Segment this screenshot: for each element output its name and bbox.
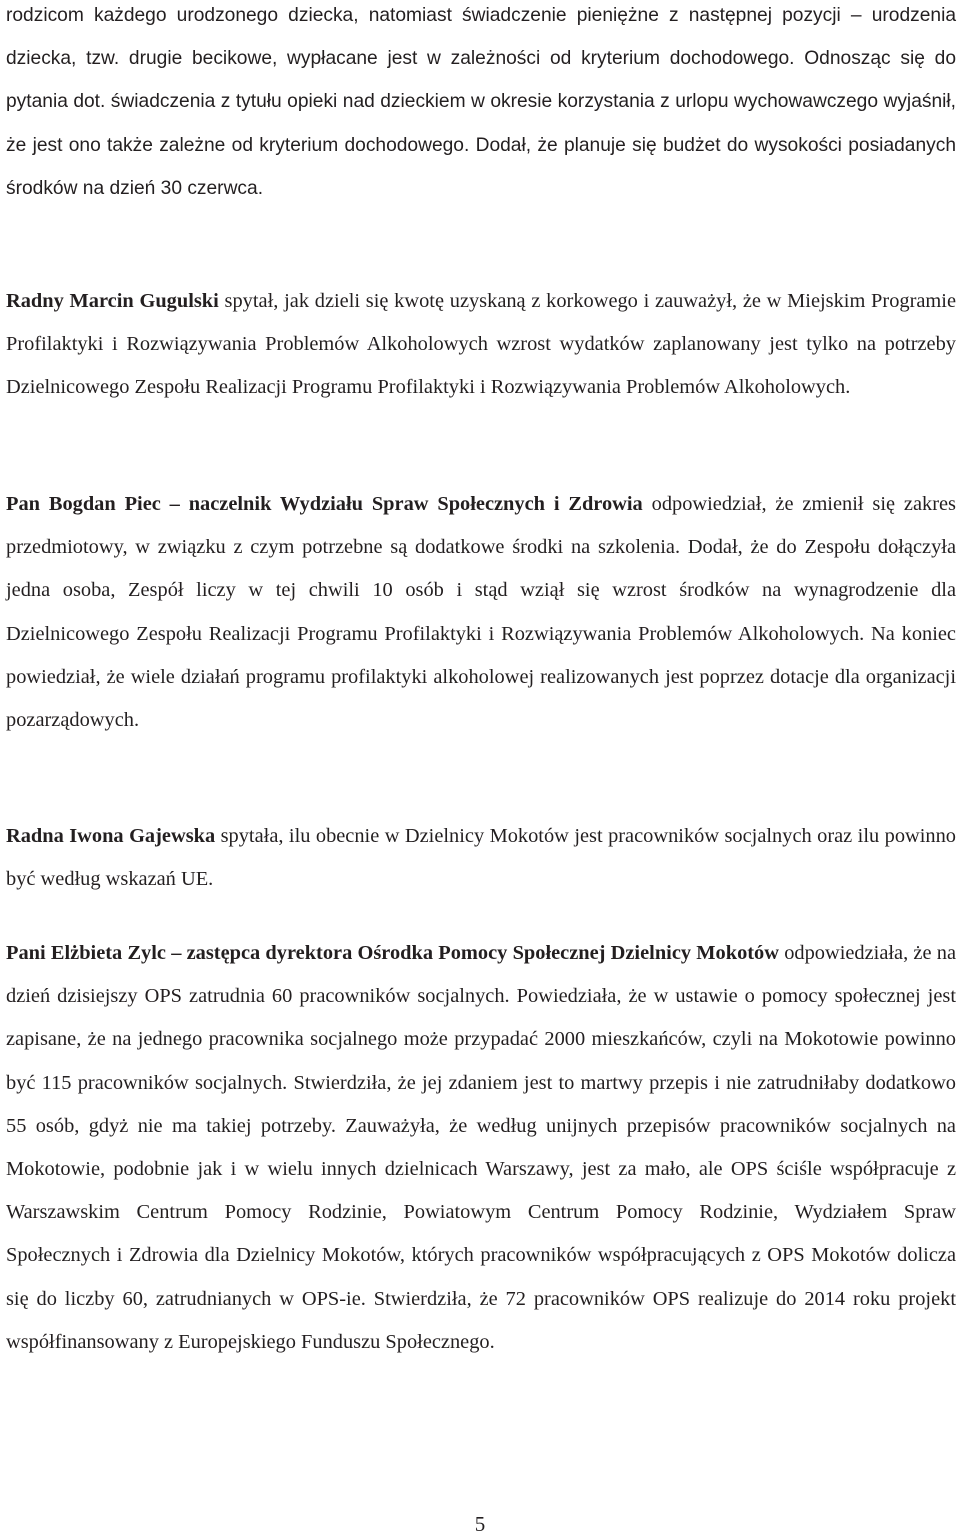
paragraph-text: odpowiedziała, że na dzień dzisiejszy OPS zatrudnia 60 pracowników socjalnych. Powiedziała, że w ustawie o pomocy społecznej jest zapisane, że na jednego pracownika socjalnego może przypadać 2000 mieszkańców, czyli na Mokotowie powinno być 115 pracowników socjalnych. Stwierdziła, że jej zdaniem jest to martwy przepis i nie zatrudniłaby dodatkowo 55 osób, gdyż nie ma takiej potrzeby. Zauważyła, że według unijnych przepisów pracowników socjalnych na Mokotowie, podobnie jak i w wielu innych dzielnicach Warszawy, jest za mało, ale OPS ściśle współpracuje z Warszawskim Centrum Pomocy Rodzinie, Powiatowym Centrum Pomocy Rodzinie, Wydziałem Spraw Społecznych i Zdrowia dla Dzielnicy Mokotów, których pracowników współpracujących z OPS Mokotów dolicza się do liczby 60, zatrudnianych w OPS-ie. Stwierdziła, że 72 pracowników OPS realizuje do 2014 roku projekt współfinansowany z Europejskiego Funduszu Społecznego. xyxy=(6,942,956,1353)
paragraph-text: spytał, jak dzieli się kwotę uzyskaną z korkowego i zauważył, że w Miejskim Programie Profilaktyki i Rozwiązywania Problemów Alkoholowych wzrost wydatków zaplanowany jest tylko na potrzeby Dzielnicowego Zespołu Realizacji Programu Profilaktyki i Rozwiązywania Problemów Alkoholowych. xyxy=(6,290,956,399)
paragraph-zylc-answer xyxy=(6,932,956,1364)
speaker-name: Pan Bogdan Piec – naczelnik Wydziału Spraw Społecznych i Zdrowia xyxy=(6,493,643,515)
speaker-name: Pani Elżbieta Zylc – zastępca dyrektora Ośrodka Pomocy Społecznej Dzielnicy Mokotów xyxy=(6,942,779,964)
speaker-name: Radny Marcin Gugulski xyxy=(6,290,219,312)
page-number: 5 xyxy=(474,1512,486,1536)
paragraph-gugulski-question xyxy=(6,280,956,410)
speaker-name: Radna Iwona Gajewska xyxy=(6,825,216,847)
paragraph-benefits-explanation xyxy=(6,0,956,210)
paragraph-piec-answer xyxy=(6,483,956,742)
paragraph-text: odpowiedział, że zmienił się zakres przedmiotowy, w związku z czym potrzebne są dodatkowe środki na szkolenia. Dodał, że do Zespołu dołączyła jedna osoba, Zespół liczy w tej chwili 10 osób i stąd wziął się wzrost środków na wynagrodzenie dla Dzielnicowego Zespołu Realizacji Programu Profilaktyki i Rozwiązywania Problemów Alkoholowych. Na koniec powiedział, że wiele działań programu profilaktyki alkoholowej realizowanych jest poprzez dotacje dla organizacji pozarządowych. xyxy=(6,493,956,732)
paragraph-gajewska-question xyxy=(6,815,956,901)
paragraph-text: rodzicom każdego urodzonego dziecka, natomiast świadczenie pieniężne z następnej pozycji – urodzenia dziecka, tzw. drugie becikowe, wypłacane jest w zależności od kryterium dochodowego. Odnosząc się do pytania dot. świadczenia z tytułu opieki nad dzieckiem w okresie korzystania z urlopu wychowawczego wyjaśnił, że jest ono także zależne od kryterium dochodowego. Dodał, że planuje się budżet do wysokości posiadanych środków na dzień 30 czerwca. xyxy=(6,5,956,199)
paragraph-text: spytała, ilu obecnie w Dzielnicy Mokotów jest pracowników socjalnych oraz ilu powinno być według wskazań UE. xyxy=(6,825,956,891)
